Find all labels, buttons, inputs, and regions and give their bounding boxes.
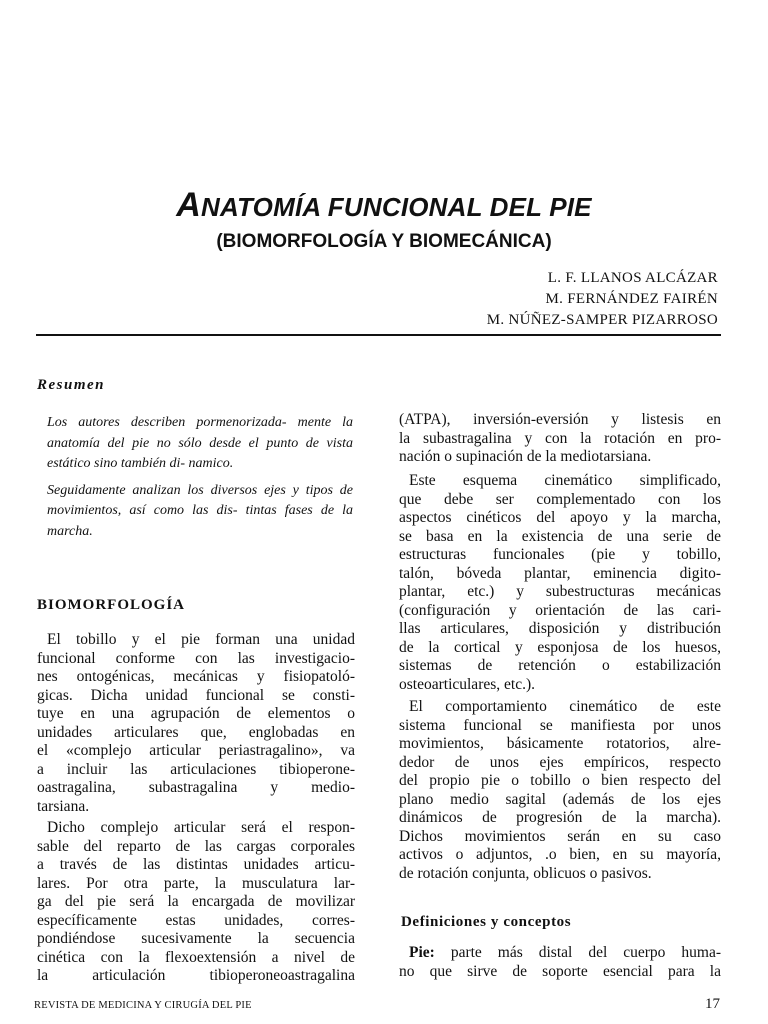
text-line: osteoarticulares, etc.). (399, 675, 535, 693)
text-line: funcional conforme con las investigacio- (37, 649, 355, 667)
page-number: 17 (705, 996, 720, 1012)
text-line: plantar, etc.) y subestructuras mecánicas (399, 583, 721, 600)
text-line: tarsiana. (37, 797, 90, 815)
text-line: tuye en una agrupación de elementos o (37, 705, 355, 722)
text-line: Dichos movimientos serán en su caso (399, 827, 721, 845)
text-line: no que sirve de soporte esencial para la (399, 962, 721, 980)
text-line: (ATPA), inversión-eversión y listesis en (399, 411, 721, 428)
text-line: Este esquema cinemático simplificado, (409, 472, 721, 489)
text-line: (configuración y orientación de las cari- (399, 601, 721, 619)
text-line: nes ontogénicas, mecánicas y fisiopatoló- (37, 668, 355, 685)
text-line: talón, bóveda plantar, eminencia digito- (399, 564, 721, 582)
pie-term: Pie: (409, 944, 435, 961)
right-paragraph-2 (399, 472, 721, 694)
article-title (0, 186, 768, 225)
text-line: dinámicos de progresión de la marcha). (399, 809, 721, 826)
abstract-paragraph-2: Seguidamente analizan los diversos ejes y tipos de movimientos, así como las dis- tintas fases de la marcha. (47, 482, 353, 539)
text-line: gicas. Dicha unidad funcional se consti- (37, 686, 355, 704)
journal-name: REVISTA DE MEDICINA Y CIRUGÍA DEL PIE (34, 1000, 252, 1011)
text-line: activos o adjuntos, .o bien, en su mayoría, (399, 846, 721, 863)
text-line: del propio pie o tobillo o bien respecto del (399, 772, 721, 789)
text-line: específicamente estas unidades, corres- (37, 911, 355, 929)
resumen-heading: Resumen (37, 377, 106, 393)
text-line: movimientos, básicamente rotatorios, alre- (399, 735, 721, 752)
text-line: el «complejo articular periastragalino», va (37, 742, 355, 759)
text-line: lares. Por otra parte, la musculatura lar- (37, 874, 355, 892)
text-line: oastragalina, subastragalina y medio- (37, 779, 355, 796)
title-rest: NATOMÍA FUNCIONAL DEL PIE (201, 192, 592, 222)
text-line: que debe ser complementado con los (399, 490, 721, 508)
text-line: la articulación tibioperoneoastragalina (37, 967, 355, 984)
text-line (399, 944, 721, 963)
text-line: pondiéndose sucesivamente la secuencia (37, 930, 355, 947)
header-divider (36, 334, 721, 336)
text-line: estructuras funcionales (pie y tobillo, (399, 546, 721, 563)
right-paragraph-3 (399, 698, 721, 883)
author-1: L. F. LLANOS ALCÁZAR (547, 270, 718, 286)
abstract-text (37, 413, 353, 548)
text-line: aspectos cinéticos del apoyo y la marcha, (399, 509, 721, 526)
author-3: M. NÚÑEZ-SAMPER PIZARROSO (486, 312, 718, 328)
text-line: El tobillo y el pie forman una unidad (47, 631, 355, 648)
text-line: se basa en la existencia de una serie de (399, 527, 721, 545)
biomorfologia-paragraph-1 (37, 631, 355, 816)
author-list (487, 268, 718, 331)
abstract-paragraph-1: Los autores describen pormenorizada- mente la anatomía del pie no sólo desde el punto de vista estático sino también di- namico. (47, 415, 353, 471)
text-line: plano medio sagital (además de los ejes (399, 790, 721, 808)
text-line: sistemas de retención o estabilización (399, 657, 721, 674)
text-line: a incluir las articulaciones tibioperone- (37, 760, 355, 778)
text-line: a través de las distintas unidades articu- (37, 856, 355, 873)
text-line: de la cortical y esponjosa de los huesos, (399, 638, 721, 656)
text-line: dedor de unos ejes empíricos, respecto (399, 753, 721, 771)
text-line: la subastragalina y con la rotación en pro- (399, 429, 721, 447)
section-heading-biomorfologia: BIOMORFOLOGÍA (37, 597, 186, 613)
text-line: sistema funcional se manifiesta por unos (399, 716, 721, 734)
text-line: unidades articulares que, englobadas en (37, 723, 355, 741)
text-line: ga del pie será la encargada de movilizar (37, 893, 355, 910)
biomorfologia-paragraph-2 (37, 819, 355, 986)
section-heading-definiciones: Definiciones y conceptos (401, 914, 572, 930)
title-initial: A (176, 186, 202, 224)
right-paragraph-1 (399, 411, 721, 467)
pie-definition (399, 944, 721, 981)
article-subtitle: (BIOMORFOLOGÍA Y BIOMECÁNICA) (216, 231, 552, 252)
text-line: sable del reparto de las cargas corporales (37, 837, 355, 855)
text-line: cinética con la flexoextensión a nivel de (37, 948, 355, 966)
text-line: llas articulares, disposición y distribución (399, 620, 721, 637)
text-line: Dicho complejo articular será el respon- (47, 819, 355, 836)
author-2: M. FERNÁNDEZ FAIRÉN (545, 291, 718, 307)
text-line: nación o supinación de la mediotarsiana. (399, 448, 652, 465)
text-line: de rotación conjunta, oblicuos o pasivos. (399, 864, 652, 882)
text-line: El comportamiento cinemático de este (409, 698, 721, 715)
pie-definition-text: parte más distal del cuerpo huma- (434, 944, 721, 961)
